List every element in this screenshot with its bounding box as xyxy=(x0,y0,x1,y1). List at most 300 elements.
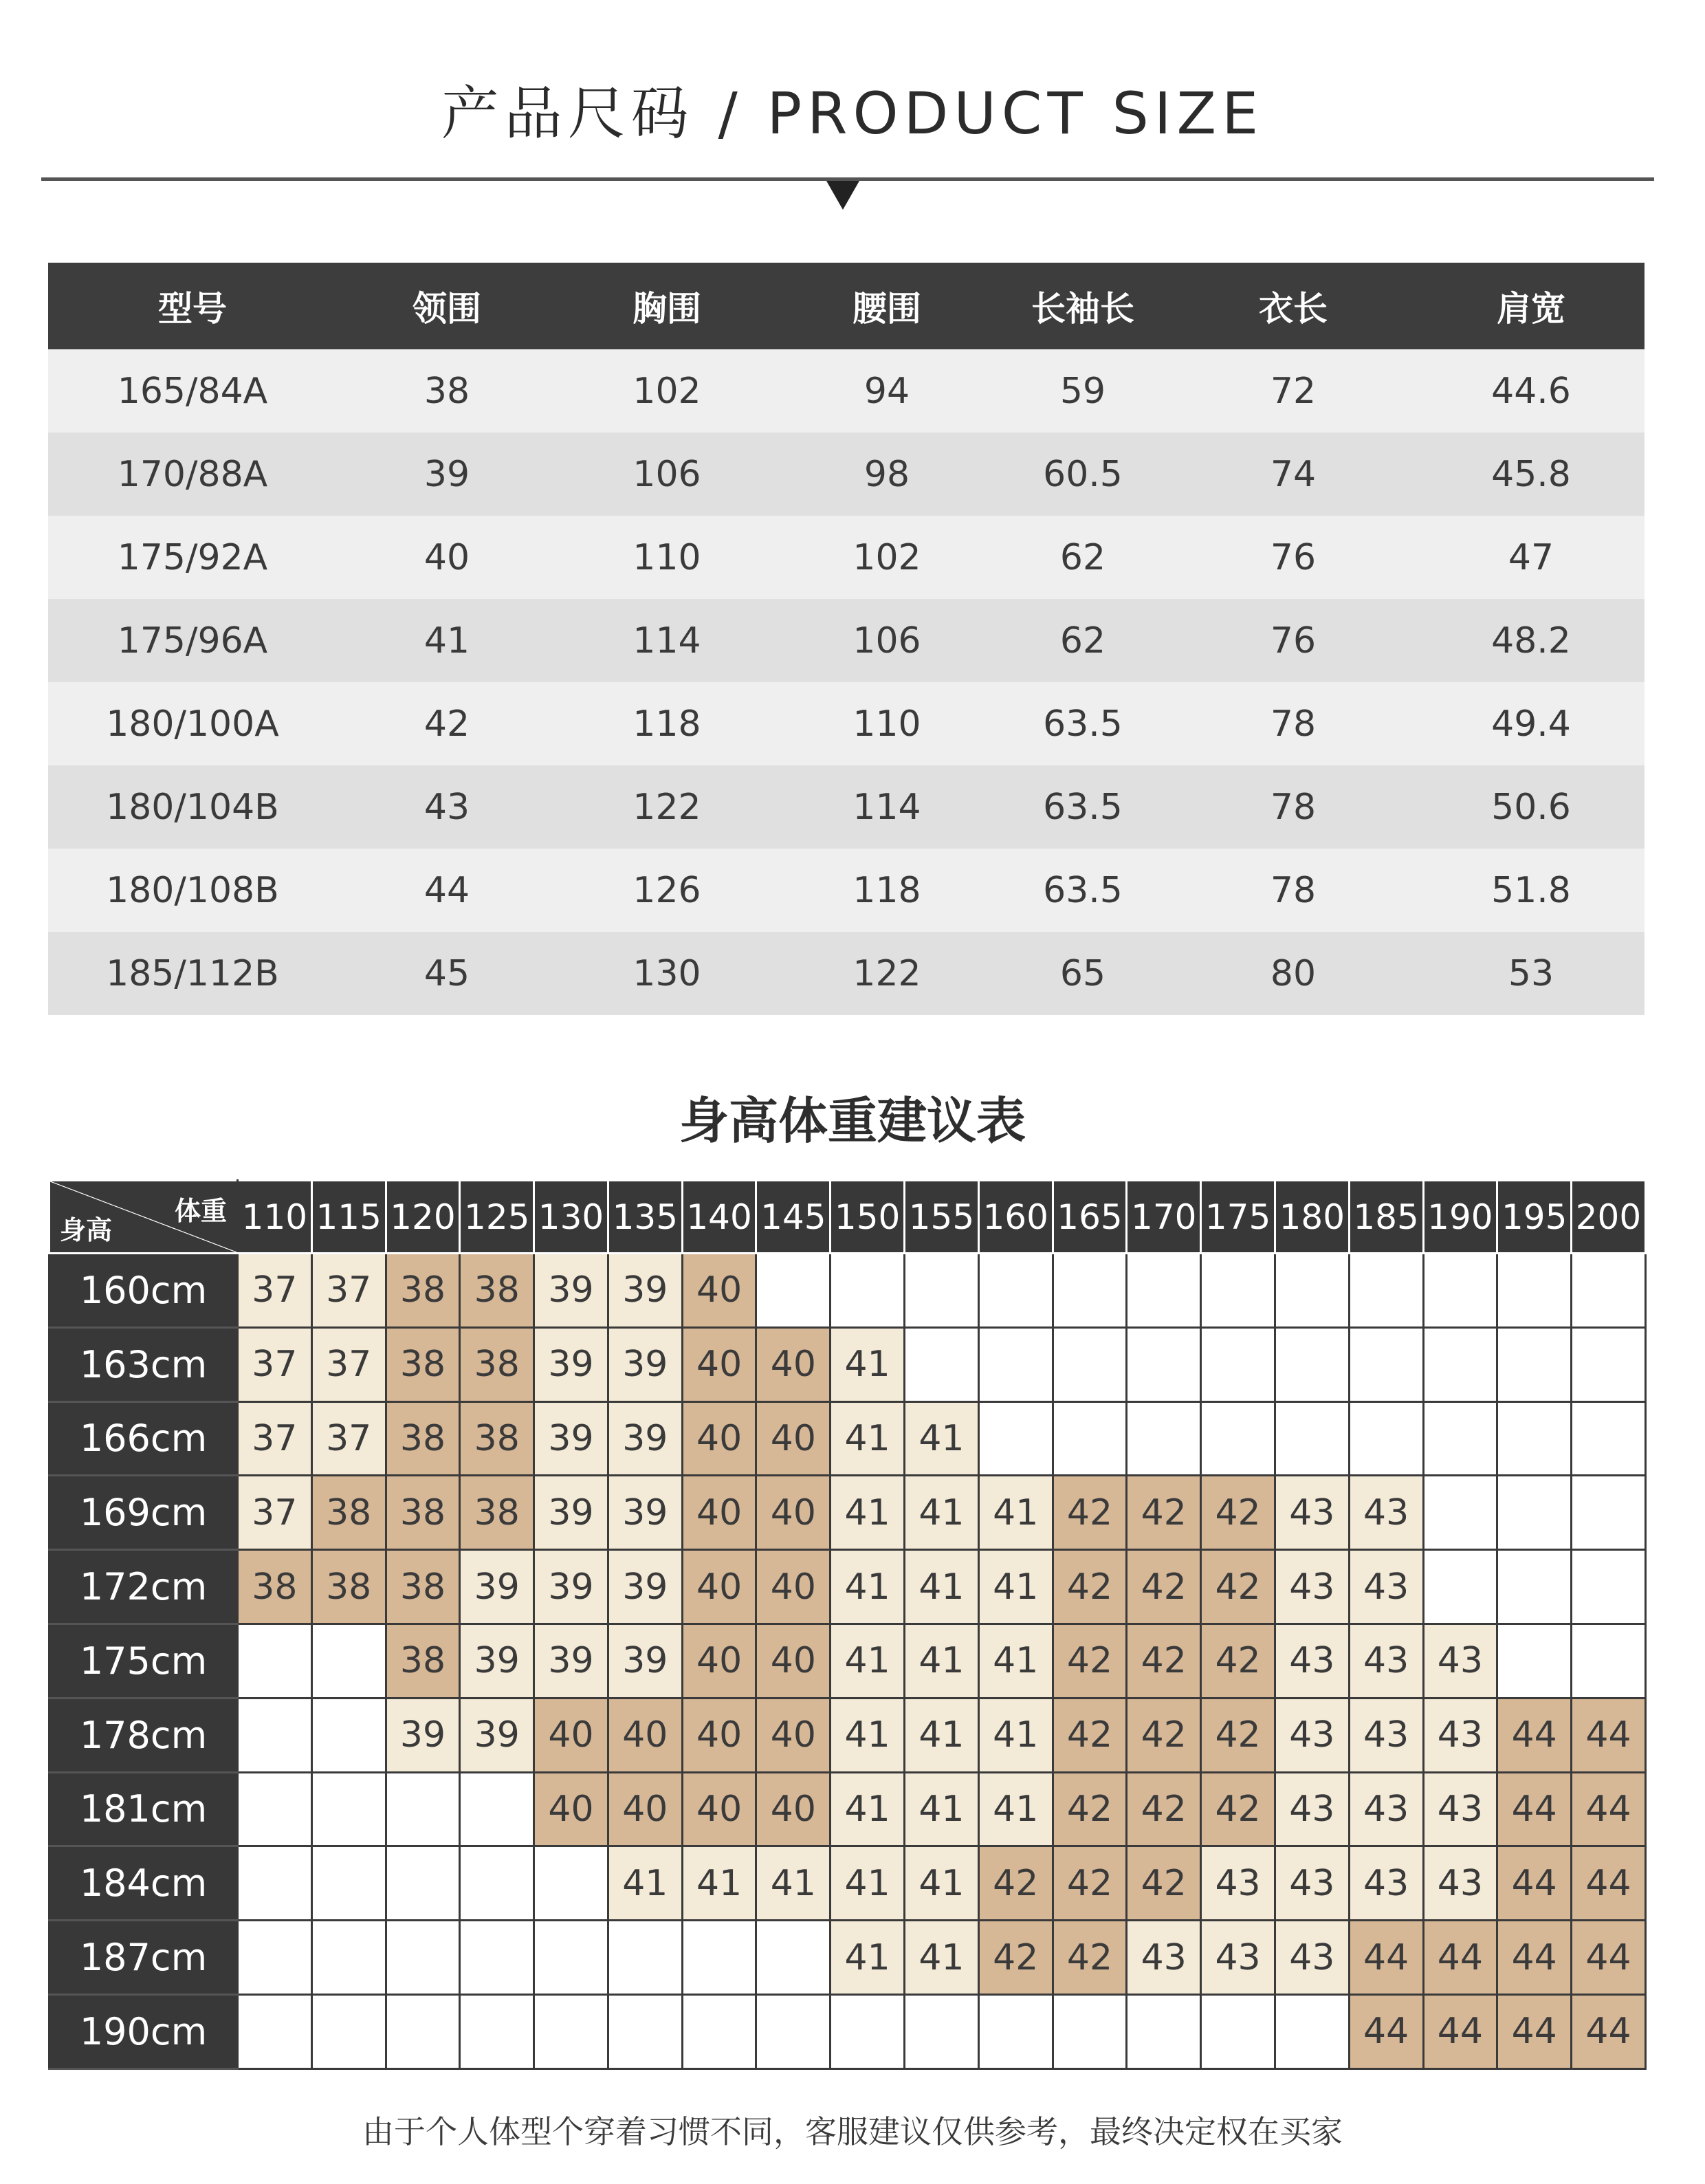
weight-header-cell: 185 xyxy=(1349,1181,1423,1254)
size-row xyxy=(48,765,1644,849)
size-recommendation-cell: 41 xyxy=(978,1698,1053,1772)
size-recommendation-cell: 42 xyxy=(1053,1624,1127,1698)
size-recommendation-cell xyxy=(1201,1254,1275,1328)
size-recommendation-cell xyxy=(1572,1401,1646,1476)
size-value-cell: 122 xyxy=(557,765,777,849)
size-recommendation-cell xyxy=(1423,1254,1497,1328)
weight-header-cell: 195 xyxy=(1497,1181,1572,1254)
size-row xyxy=(48,682,1644,765)
size-recommendation-cell: 44 xyxy=(1572,1921,1646,1995)
section-title: 身高体重建议表 xyxy=(679,1092,1026,1150)
size-recommendation-cell: 43 xyxy=(1349,1846,1423,1921)
size-recommendation-cell xyxy=(1127,1401,1201,1476)
column-header: 腰围 xyxy=(777,263,997,349)
height-weight-table xyxy=(48,1179,1647,2070)
size-recommendation-cell: 42 xyxy=(1201,1772,1275,1846)
height-row xyxy=(50,1698,1646,1772)
size-recommendation-cell: 44 xyxy=(1497,1994,1572,2068)
size-recommendation-cell xyxy=(1497,1550,1572,1624)
size-value-cell: 48.2 xyxy=(1418,599,1644,682)
down-arrow-icon xyxy=(826,181,859,210)
size-value-cell: 59 xyxy=(997,349,1169,433)
size-recommendation-cell xyxy=(1572,1624,1646,1698)
size-recommendation-cell: 38 xyxy=(386,1550,460,1624)
size-recommendation-cell xyxy=(311,1846,386,1921)
weight-header-cell: 160 xyxy=(978,1181,1053,1254)
size-recommendation-cell: 38 xyxy=(311,1476,386,1550)
height-label-cell: 184cm xyxy=(50,1846,238,1921)
size-recommendation-cell: 43 xyxy=(1349,1624,1423,1698)
size-recommendation-cell: 41 xyxy=(978,1476,1053,1550)
height-row xyxy=(50,1401,1646,1476)
size-recommendation-cell xyxy=(386,1921,460,1995)
size-recommendation-cell: 43 xyxy=(1423,1624,1497,1698)
size-recommendation-cell xyxy=(238,1698,312,1772)
size-recommendation-cell: 43 xyxy=(1349,1550,1423,1624)
weight-header-cell: 110 xyxy=(238,1181,312,1254)
size-value-cell: 45 xyxy=(337,932,557,1015)
weight-header-cell: 130 xyxy=(534,1181,608,1254)
size-recommendation-cell: 42 xyxy=(1053,1772,1127,1846)
size-recommendation-cell: 41 xyxy=(905,1550,979,1624)
size-row xyxy=(48,349,1644,433)
size-recommendation-cell xyxy=(1275,1994,1349,2068)
size-recommendation-cell: 38 xyxy=(460,1327,534,1401)
size-recommendation-cell: 42 xyxy=(1053,1476,1127,1550)
size-row xyxy=(48,932,1644,1015)
size-recommendation-cell xyxy=(1275,1401,1349,1476)
size-recommendation-cell xyxy=(1423,1327,1497,1401)
size-recommendation-cell: 43 xyxy=(1275,1846,1349,1921)
size-model-cell: 170/88A xyxy=(48,433,337,516)
weight-header-cell: 170 xyxy=(1127,1181,1201,1254)
size-recommendation-cell: 39 xyxy=(386,1698,460,1772)
size-recommendation-cell xyxy=(311,1624,386,1698)
size-value-cell: 42 xyxy=(337,682,557,765)
size-value-cell: 74 xyxy=(1169,433,1418,516)
size-recommendation-cell xyxy=(1201,1327,1275,1401)
size-recommendation-cell: 42 xyxy=(978,1846,1053,1921)
size-recommendation-cell: 41 xyxy=(830,1624,905,1698)
size-recommendation-cell xyxy=(1572,1254,1646,1328)
size-recommendation-cell: 41 xyxy=(682,1846,756,1921)
height-label-cell: 169cm xyxy=(50,1476,238,1550)
size-recommendation-cell: 41 xyxy=(978,1550,1053,1624)
size-value-cell: 118 xyxy=(777,849,997,932)
size-recommendation-cell: 42 xyxy=(1127,1624,1201,1698)
size-recommendation-cell: 38 xyxy=(386,1476,460,1550)
table-corner xyxy=(50,1181,238,1254)
size-recommendation-cell xyxy=(460,1994,534,2068)
size-recommendation-cell xyxy=(1572,1476,1646,1550)
size-recommendation-cell: 43 xyxy=(1349,1476,1423,1550)
size-recommendation-cell: 39 xyxy=(534,1254,608,1328)
size-value-cell: 78 xyxy=(1169,849,1418,932)
weight-header-cell: 120 xyxy=(386,1181,460,1254)
size-value-cell: 80 xyxy=(1169,932,1418,1015)
column-header: 型号 xyxy=(48,263,337,349)
size-recommendation-cell: 42 xyxy=(1201,1476,1275,1550)
size-recommendation-cell: 41 xyxy=(905,1921,979,1995)
size-recommendation-cell: 40 xyxy=(534,1772,608,1846)
size-recommendation-cell xyxy=(238,1772,312,1846)
size-recommendation-cell xyxy=(1497,1624,1572,1698)
size-value-cell: 44.6 xyxy=(1418,349,1644,433)
size-recommendation-cell: 44 xyxy=(1423,1921,1497,1995)
size-value-cell: 110 xyxy=(777,682,997,765)
size-recommendation-cell: 41 xyxy=(830,1327,905,1401)
size-recommendation-cell: 39 xyxy=(608,1327,682,1401)
size-recommendation-cell: 44 xyxy=(1349,1921,1423,1995)
size-recommendation-cell: 41 xyxy=(830,1698,905,1772)
size-recommendation-cell: 38 xyxy=(386,1401,460,1476)
height-row xyxy=(50,1624,1646,1698)
size-recommendation-cell xyxy=(1053,1994,1127,2068)
size-recommendation-cell: 43 xyxy=(1275,1550,1349,1624)
size-recommendation-cell: 39 xyxy=(534,1550,608,1624)
weight-header-cell: 180 xyxy=(1275,1181,1349,1254)
size-recommendation-cell xyxy=(1053,1254,1127,1328)
size-recommendation-cell xyxy=(905,1254,979,1328)
size-recommendation-cell: 40 xyxy=(608,1772,682,1846)
size-value-cell: 62 xyxy=(997,516,1169,599)
size-value-cell: 43 xyxy=(337,765,557,849)
size-recommendation-cell xyxy=(905,1994,979,2068)
height-label-cell: 160cm xyxy=(50,1254,238,1328)
size-recommendation-cell xyxy=(460,1921,534,1995)
size-recommendation-cell xyxy=(682,1921,756,1995)
size-recommendation-cell xyxy=(905,1327,979,1401)
size-model-cell: 185/112B xyxy=(48,932,337,1015)
size-value-cell: 126 xyxy=(557,849,777,932)
size-recommendation-cell: 44 xyxy=(1497,1772,1572,1846)
size-recommendation-cell xyxy=(1127,1994,1201,2068)
size-recommendation-cell: 38 xyxy=(386,1624,460,1698)
size-recommendation-cell xyxy=(386,1846,460,1921)
size-recommendation-cell: 40 xyxy=(756,1698,830,1772)
size-recommendation-cell xyxy=(1572,1550,1646,1624)
height-label-cell: 163cm xyxy=(50,1327,238,1401)
size-table xyxy=(48,263,1644,1015)
size-recommendation-cell: 43 xyxy=(1275,1772,1349,1846)
size-value-cell: 114 xyxy=(777,765,997,849)
size-row xyxy=(48,433,1644,516)
size-recommendation-cell: 40 xyxy=(756,1401,830,1476)
weight-header-cell: 165 xyxy=(1053,1181,1127,1254)
size-recommendation-cell xyxy=(1127,1327,1201,1401)
size-recommendation-cell: 42 xyxy=(1127,1846,1201,1921)
size-model-cell: 180/108B xyxy=(48,849,337,932)
size-recommendation-cell: 43 xyxy=(1275,1698,1349,1772)
size-value-cell: 63.5 xyxy=(997,765,1169,849)
height-label-cell: 178cm xyxy=(50,1698,238,1772)
size-recommendation-cell: 39 xyxy=(460,1550,534,1624)
size-value-cell: 76 xyxy=(1169,516,1418,599)
size-value-cell: 49.4 xyxy=(1418,682,1644,765)
size-recommendation-cell: 44 xyxy=(1572,1994,1646,2068)
size-value-cell: 45.8 xyxy=(1418,433,1644,516)
size-recommendation-cell xyxy=(238,1624,312,1698)
size-recommendation-cell: 40 xyxy=(756,1327,830,1401)
size-recommendation-cell: 39 xyxy=(608,1254,682,1328)
size-value-cell: 76 xyxy=(1169,599,1418,682)
size-value-cell: 53 xyxy=(1418,932,1644,1015)
size-recommendation-cell: 40 xyxy=(756,1550,830,1624)
size-recommendation-cell: 42 xyxy=(1127,1772,1201,1846)
size-recommendation-cell: 41 xyxy=(830,1476,905,1550)
size-recommendation-cell: 44 xyxy=(1572,1846,1646,1921)
size-recommendation-cell: 37 xyxy=(311,1254,386,1328)
size-recommendation-cell: 40 xyxy=(682,1772,756,1846)
size-value-cell: 98 xyxy=(777,433,997,516)
size-recommendation-cell: 41 xyxy=(608,1846,682,1921)
size-recommendation-cell: 41 xyxy=(978,1772,1053,1846)
size-value-cell: 78 xyxy=(1169,765,1418,849)
size-recommendation-cell: 40 xyxy=(756,1476,830,1550)
size-recommendation-cell: 37 xyxy=(311,1327,386,1401)
size-value-cell: 50.6 xyxy=(1418,765,1644,849)
size-recommendation-cell xyxy=(460,1846,534,1921)
height-row xyxy=(50,1327,1646,1401)
size-recommendation-cell xyxy=(460,1772,534,1846)
size-value-cell: 106 xyxy=(777,599,997,682)
size-recommendation-cell: 40 xyxy=(682,1698,756,1772)
size-recommendation-cell: 42 xyxy=(978,1921,1053,1995)
size-recommendation-cell: 38 xyxy=(386,1327,460,1401)
size-model-cell: 180/100A xyxy=(48,682,337,765)
size-recommendation-cell xyxy=(1423,1476,1497,1550)
size-recommendation-cell: 40 xyxy=(682,1327,756,1401)
size-recommendation-cell xyxy=(311,1921,386,1995)
size-recommendation-cell: 40 xyxy=(756,1772,830,1846)
size-recommendation-cell: 43 xyxy=(1423,1846,1497,1921)
size-recommendation-cell xyxy=(830,1254,905,1328)
height-label-cell: 175cm xyxy=(50,1624,238,1698)
size-recommendation-cell: 41 xyxy=(905,1772,979,1846)
size-recommendation-cell xyxy=(386,1772,460,1846)
size-recommendation-cell xyxy=(1497,1254,1572,1328)
size-value-cell: 63.5 xyxy=(997,849,1169,932)
size-recommendation-cell: 40 xyxy=(682,1476,756,1550)
size-recommendation-cell: 42 xyxy=(1053,1921,1127,1995)
size-table-header xyxy=(48,263,1644,349)
size-value-cell: 114 xyxy=(557,599,777,682)
size-recommendation-cell xyxy=(238,1846,312,1921)
size-recommendation-cell: 42 xyxy=(1127,1698,1201,1772)
size-recommendation-cell: 41 xyxy=(905,1401,979,1476)
size-recommendation-cell: 40 xyxy=(682,1254,756,1328)
size-value-cell: 78 xyxy=(1169,682,1418,765)
size-recommendation-cell: 40 xyxy=(682,1624,756,1698)
size-recommendation-cell xyxy=(311,1698,386,1772)
size-recommendation-cell xyxy=(534,1846,608,1921)
size-recommendation-cell: 37 xyxy=(238,1476,312,1550)
size-recommendation-cell: 40 xyxy=(682,1401,756,1476)
column-header: 肩宽 xyxy=(1418,263,1644,349)
size-value-cell: 130 xyxy=(557,932,777,1015)
size-recommendation-cell: 37 xyxy=(238,1327,312,1401)
size-recommendation-cell xyxy=(1497,1327,1572,1401)
size-recommendation-cell: 38 xyxy=(460,1476,534,1550)
size-recommendation-cell xyxy=(1349,1327,1423,1401)
size-recommendation-cell: 42 xyxy=(1053,1698,1127,1772)
size-recommendation-cell xyxy=(1275,1254,1349,1328)
size-value-cell: 40 xyxy=(337,516,557,599)
size-recommendation-cell: 42 xyxy=(1127,1476,1201,1550)
size-recommendation-cell xyxy=(608,1921,682,1995)
size-recommendation-cell: 41 xyxy=(830,1846,905,1921)
size-model-cell: 165/84A xyxy=(48,349,337,433)
size-recommendation-cell: 39 xyxy=(534,1401,608,1476)
size-recommendation-cell: 42 xyxy=(1053,1550,1127,1624)
size-recommendation-cell: 43 xyxy=(1127,1921,1201,1995)
weight-header-cell: 125 xyxy=(460,1181,534,1254)
size-value-cell: 38 xyxy=(337,349,557,433)
size-recommendation-cell: 44 xyxy=(1572,1772,1646,1846)
size-model-cell: 175/96A xyxy=(48,599,337,682)
size-recommendation-cell: 40 xyxy=(756,1624,830,1698)
size-recommendation-cell: 39 xyxy=(608,1401,682,1476)
column-header: 胸围 xyxy=(557,263,777,349)
height-label-cell: 181cm xyxy=(50,1772,238,1846)
size-value-cell: 51.8 xyxy=(1418,849,1644,932)
weight-header-cell: 135 xyxy=(608,1181,682,1254)
size-recommendation-cell: 37 xyxy=(311,1401,386,1476)
weight-header-cell: 190 xyxy=(1423,1181,1497,1254)
size-recommendation-cell: 41 xyxy=(905,1476,979,1550)
weight-header-cell: 200 xyxy=(1572,1181,1646,1254)
height-row xyxy=(50,1772,1646,1846)
height-label-cell: 172cm xyxy=(50,1550,238,1624)
size-value-cell: 39 xyxy=(337,433,557,516)
column-header: 长袖长 xyxy=(997,263,1169,349)
size-model-cell: 180/104B xyxy=(48,765,337,849)
size-recommendation-cell: 38 xyxy=(238,1550,312,1624)
size-recommendation-cell xyxy=(978,1254,1053,1328)
size-recommendation-cell xyxy=(1423,1550,1497,1624)
size-recommendation-cell xyxy=(608,1994,682,2068)
size-recommendation-cell: 38 xyxy=(386,1254,460,1328)
page-title: 产品尺码 / PRODUCT SIZE xyxy=(441,80,1264,147)
size-recommendation-cell xyxy=(978,1401,1053,1476)
size-recommendation-cell: 38 xyxy=(460,1254,534,1328)
size-recommendation-cell: 40 xyxy=(608,1698,682,1772)
size-recommendation-cell: 41 xyxy=(830,1401,905,1476)
height-label-cell: 187cm xyxy=(50,1921,238,1995)
height-label-cell: 166cm xyxy=(50,1401,238,1476)
size-value-cell: 60.5 xyxy=(997,433,1169,516)
size-recommendation-cell: 41 xyxy=(905,1698,979,1772)
size-recommendation-cell: 43 xyxy=(1201,1846,1275,1921)
size-recommendation-cell: 39 xyxy=(608,1550,682,1624)
weight-header-cell: 145 xyxy=(756,1181,830,1254)
size-recommendation-cell: 43 xyxy=(1275,1624,1349,1698)
size-recommendation-cell: 43 xyxy=(1349,1698,1423,1772)
size-recommendation-cell xyxy=(978,1327,1053,1401)
size-recommendation-cell xyxy=(311,1772,386,1846)
size-recommendation-cell: 44 xyxy=(1349,1994,1423,2068)
size-value-cell: 122 xyxy=(777,932,997,1015)
size-recommendation-cell xyxy=(756,1254,830,1328)
size-recommendation-cell: 39 xyxy=(534,1476,608,1550)
weight-header-cell: 155 xyxy=(905,1181,979,1254)
size-recommendation-cell: 44 xyxy=(1572,1698,1646,1772)
column-header: 领围 xyxy=(337,263,557,349)
height-label-cell: 190cm xyxy=(50,1994,238,2068)
size-value-cell: 102 xyxy=(557,349,777,433)
height-row xyxy=(50,1994,1646,2068)
size-recommendation-cell: 43 xyxy=(1423,1698,1497,1772)
size-recommendation-cell: 39 xyxy=(608,1476,682,1550)
size-recommendation-cell: 43 xyxy=(1201,1921,1275,1995)
size-recommendation-cell: 41 xyxy=(756,1846,830,1921)
size-recommendation-cell: 42 xyxy=(1201,1624,1275,1698)
size-value-cell: 106 xyxy=(557,433,777,516)
size-value-cell: 63.5 xyxy=(997,682,1169,765)
size-recommendation-cell: 42 xyxy=(1053,1846,1127,1921)
size-recommendation-cell: 41 xyxy=(830,1921,905,1995)
size-recommendation-cell xyxy=(1127,1254,1201,1328)
size-recommendation-cell xyxy=(1572,1327,1646,1401)
size-recommendation-cell xyxy=(756,1994,830,2068)
size-recommendation-cell: 37 xyxy=(238,1401,312,1476)
size-value-cell: 62 xyxy=(997,599,1169,682)
size-recommendation-cell: 42 xyxy=(1201,1550,1275,1624)
size-recommendation-cell: 38 xyxy=(460,1401,534,1476)
size-recommendation-cell: 39 xyxy=(460,1698,534,1772)
size-recommendation-cell: 43 xyxy=(1275,1476,1349,1550)
height-row xyxy=(50,1254,1646,1328)
size-recommendation-cell: 42 xyxy=(1127,1550,1201,1624)
size-recommendation-cell xyxy=(1349,1401,1423,1476)
size-value-cell: 110 xyxy=(557,516,777,599)
size-recommendation-cell: 38 xyxy=(311,1550,386,1624)
size-recommendation-cell xyxy=(311,1994,386,2068)
size-value-cell: 65 xyxy=(997,932,1169,1015)
size-recommendation-cell xyxy=(1423,1401,1497,1476)
size-recommendation-cell: 41 xyxy=(830,1772,905,1846)
size-recommendation-cell xyxy=(682,1994,756,2068)
size-value-cell: 94 xyxy=(777,349,997,433)
size-recommendation-cell xyxy=(1349,1254,1423,1328)
size-recommendation-cell xyxy=(1497,1476,1572,1550)
height-row xyxy=(50,1846,1646,1921)
size-recommendation-cell: 41 xyxy=(905,1846,979,1921)
size-value-cell: 72 xyxy=(1169,349,1418,433)
weight-header-cell: 140 xyxy=(682,1181,756,1254)
size-recommendation-cell: 43 xyxy=(1349,1772,1423,1846)
size-recommendation-cell: 41 xyxy=(905,1624,979,1698)
size-value-cell: 102 xyxy=(777,516,997,599)
weight-header-row xyxy=(50,1181,1646,1254)
column-header: 衣长 xyxy=(1169,263,1418,349)
size-recommendation-cell: 44 xyxy=(1497,1698,1572,1772)
size-recommendation-cell: 39 xyxy=(460,1624,534,1698)
size-row xyxy=(48,849,1644,932)
weight-header-cell: 150 xyxy=(830,1181,905,1254)
size-value-cell: 47 xyxy=(1418,516,1644,599)
size-recommendation-cell xyxy=(238,1921,312,1995)
weight-header-cell: 175 xyxy=(1201,1181,1275,1254)
size-recommendation-cell xyxy=(1497,1401,1572,1476)
size-recommendation-cell: 44 xyxy=(1423,1994,1497,2068)
size-recommendation-cell: 41 xyxy=(978,1624,1053,1698)
size-value-cell: 118 xyxy=(557,682,777,765)
size-recommendation-cell: 43 xyxy=(1275,1921,1349,1995)
size-model-cell: 175/92A xyxy=(48,516,337,599)
size-recommendation-cell xyxy=(1053,1401,1127,1476)
size-recommendation-cell xyxy=(978,1994,1053,2068)
